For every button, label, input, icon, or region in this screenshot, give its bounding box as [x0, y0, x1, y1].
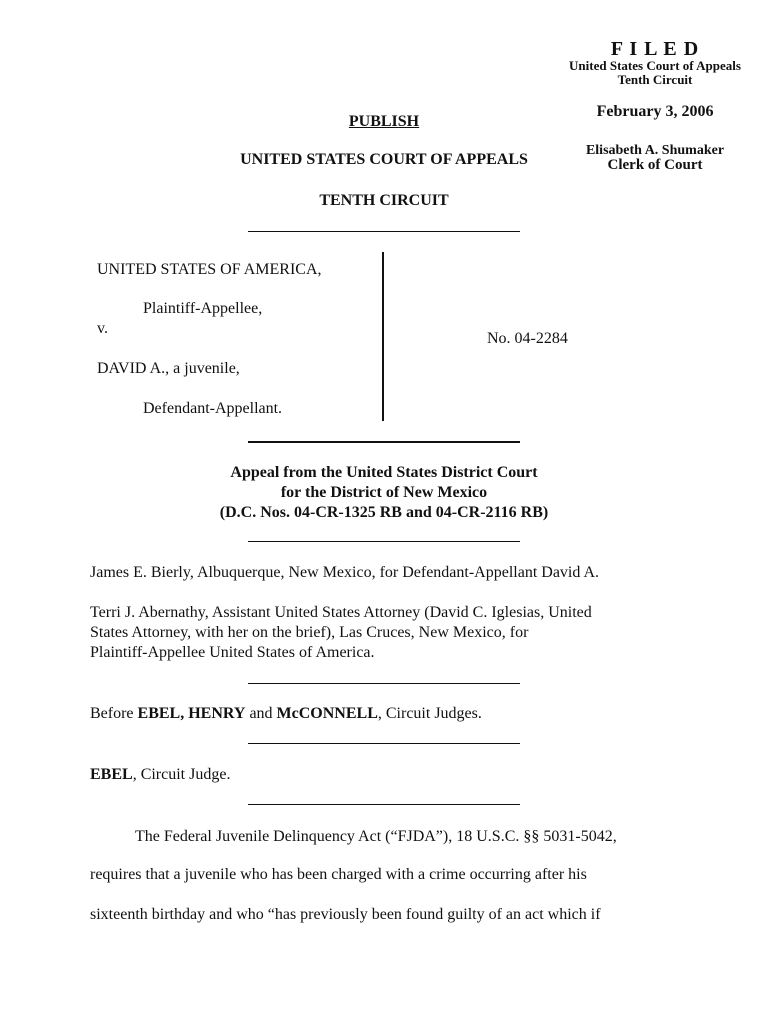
court-heading: UNITED STATES COURT OF APPEALS	[240, 151, 528, 168]
opinion-line-3: sixteenth birthday and who “has previously been found guilty of an act which if	[90, 906, 601, 923]
filed-circuit: Tenth Circuit	[617, 72, 693, 87]
caption-vertical-divider	[382, 252, 384, 421]
opinion-line-1: The Federal Juvenile Delinquency Act (“FJDA”), 18 U.S.C. §§ 5031-5042,	[135, 828, 617, 845]
defendant-role: Defendant-Appellant.	[143, 400, 283, 417]
clerk-title: Clerk of Court	[607, 157, 703, 173]
opinion-line-2: requires that a juvenile who has been charged with a crime occurring after his	[90, 866, 587, 883]
defendant-counsel: James E. Bierly, Albuquerque, New Mexico, for Defendant-Appellant David A.	[90, 564, 600, 581]
versus: v.	[97, 320, 108, 337]
panel-before: Before	[90, 705, 138, 722]
filed-title: F I L E D	[610, 38, 700, 60]
circuit-heading: TENTH CIRCUIT	[319, 192, 449, 209]
author-suffix: , Circuit Judge.	[132, 766, 231, 783]
publish-heading: PUBLISH	[348, 113, 420, 130]
clerk-name: Elisabeth A. Shumaker	[585, 143, 725, 158]
appeal-line-1: Appeal from the United States District Court	[230, 464, 538, 481]
counsel-divider	[248, 683, 520, 684]
plaintiff-counsel-line-2: States Attorney, with her on the brief), Las Cruces, New Mexico, for	[90, 624, 529, 641]
author-name: EBEL	[90, 766, 133, 783]
appeal-line-3: (D.C. Nos. 04-CR-1325 RB and 04-CR-2116 RB)	[219, 504, 549, 521]
caption-divider	[248, 441, 520, 443]
defendant-name: DAVID A., a juvenile,	[97, 360, 240, 377]
appeal-line-2: for the District of New Mexico	[280, 484, 488, 501]
panel-divider	[248, 743, 520, 744]
case-number: No. 04-2284	[487, 330, 568, 347]
panel-and: and	[245, 705, 277, 722]
panel-line	[90, 705, 482, 723]
panel-suffix: , Circuit Judges.	[377, 705, 482, 722]
header-divider	[248, 231, 520, 232]
appeal-divider	[248, 541, 520, 542]
author-line	[90, 766, 230, 784]
author-divider	[248, 804, 520, 805]
plaintiff-name: UNITED STATES OF AMERICA,	[97, 261, 322, 278]
panel-judges-a: EBEL, HENRY	[137, 705, 246, 722]
filed-date: February 3, 2006	[596, 103, 714, 120]
panel-judges-b: McCONNELL	[276, 705, 378, 722]
plaintiff-role: Plaintiff-Appellee,	[143, 300, 263, 317]
plaintiff-counsel-line-1: Terri J. Abernathy, Assistant United States Attorney (David C. Iglesias, United	[90, 604, 592, 621]
plaintiff-counsel-line-3: Plaintiff-Appellee United States of America.	[90, 644, 375, 661]
filed-court: United States Court of Appeals	[569, 58, 741, 73]
